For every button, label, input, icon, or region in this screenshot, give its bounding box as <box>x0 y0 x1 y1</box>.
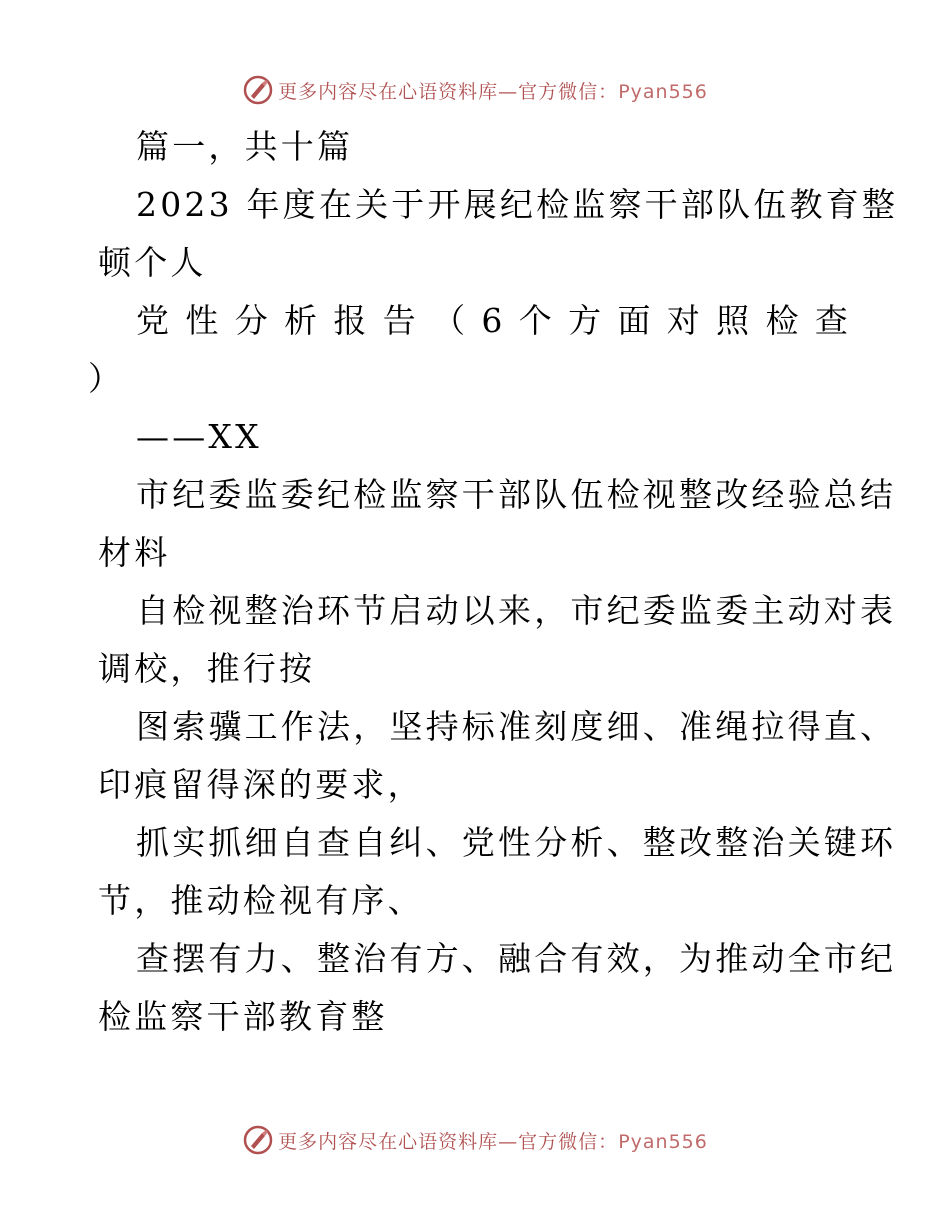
watermark-text: 更多内容尽在心语资料库—官方微信：Pyan556 <box>278 1130 708 1153</box>
doc-char: 报 <box>333 301 367 340</box>
doc-char: 检 <box>765 301 799 340</box>
doc-line: 图索骥工作法，坚持标准刻度细、准绳拉得直、 <box>136 707 897 746</box>
watermark-text: 更多内容尽在心语资料库—官方微信：Pyan556 <box>278 80 708 103</box>
doc-char: 党 <box>136 301 169 340</box>
doc-char: 查 <box>814 301 848 340</box>
logo-icon <box>242 74 274 106</box>
doc-char: 析 <box>284 301 318 340</box>
doc-char: 个 <box>518 301 552 340</box>
doc-line: 自检视整治环节启动以来，市纪委监委主动对表 <box>136 591 897 630</box>
doc-char: 对 <box>666 301 700 340</box>
doc-char: 方 <box>568 301 602 340</box>
doc-line: 顿个人 <box>98 243 207 282</box>
doc-line: ） <box>88 359 125 398</box>
doc-line: 查摆有力、整治有方、融合有效，为推动全市纪 <box>136 939 897 978</box>
doc-line: 篇一，共十篇 <box>136 127 354 166</box>
logo-icon <box>242 1124 274 1156</box>
doc-line: 材料 <box>98 533 171 572</box>
document-body <box>88 118 899 1046</box>
doc-char: （ <box>432 301 466 340</box>
doc-char: 面 <box>617 301 651 340</box>
doc-line: 检监察干部教育整 <box>98 997 388 1036</box>
doc-char: 性 <box>185 301 219 340</box>
doc-char: 分 <box>234 301 268 340</box>
doc-char: 告 <box>382 301 416 340</box>
doc-line: 印痕留得深的要求， <box>98 765 424 804</box>
doc-line: 2023 年度在关于开展纪检监察干部队伍教育整 <box>136 185 899 224</box>
doc-line: 调校，推行按 <box>98 649 316 688</box>
doc-line: 节，推动检视有序、 <box>98 881 424 920</box>
doc-char: 照 <box>716 301 750 340</box>
doc-char: 6 <box>481 301 503 340</box>
doc-line: 市纪委监委纪检监察干部队伍检视整改经验总结 <box>136 475 897 514</box>
footer-watermark <box>0 1120 950 1160</box>
doc-line-justified <box>98 292 848 350</box>
doc-line: 抓实抓细自查自纠、党性分析、整改整治关键环 <box>136 823 897 862</box>
header-watermark <box>0 70 950 110</box>
doc-line: ——XX <box>136 417 262 456</box>
